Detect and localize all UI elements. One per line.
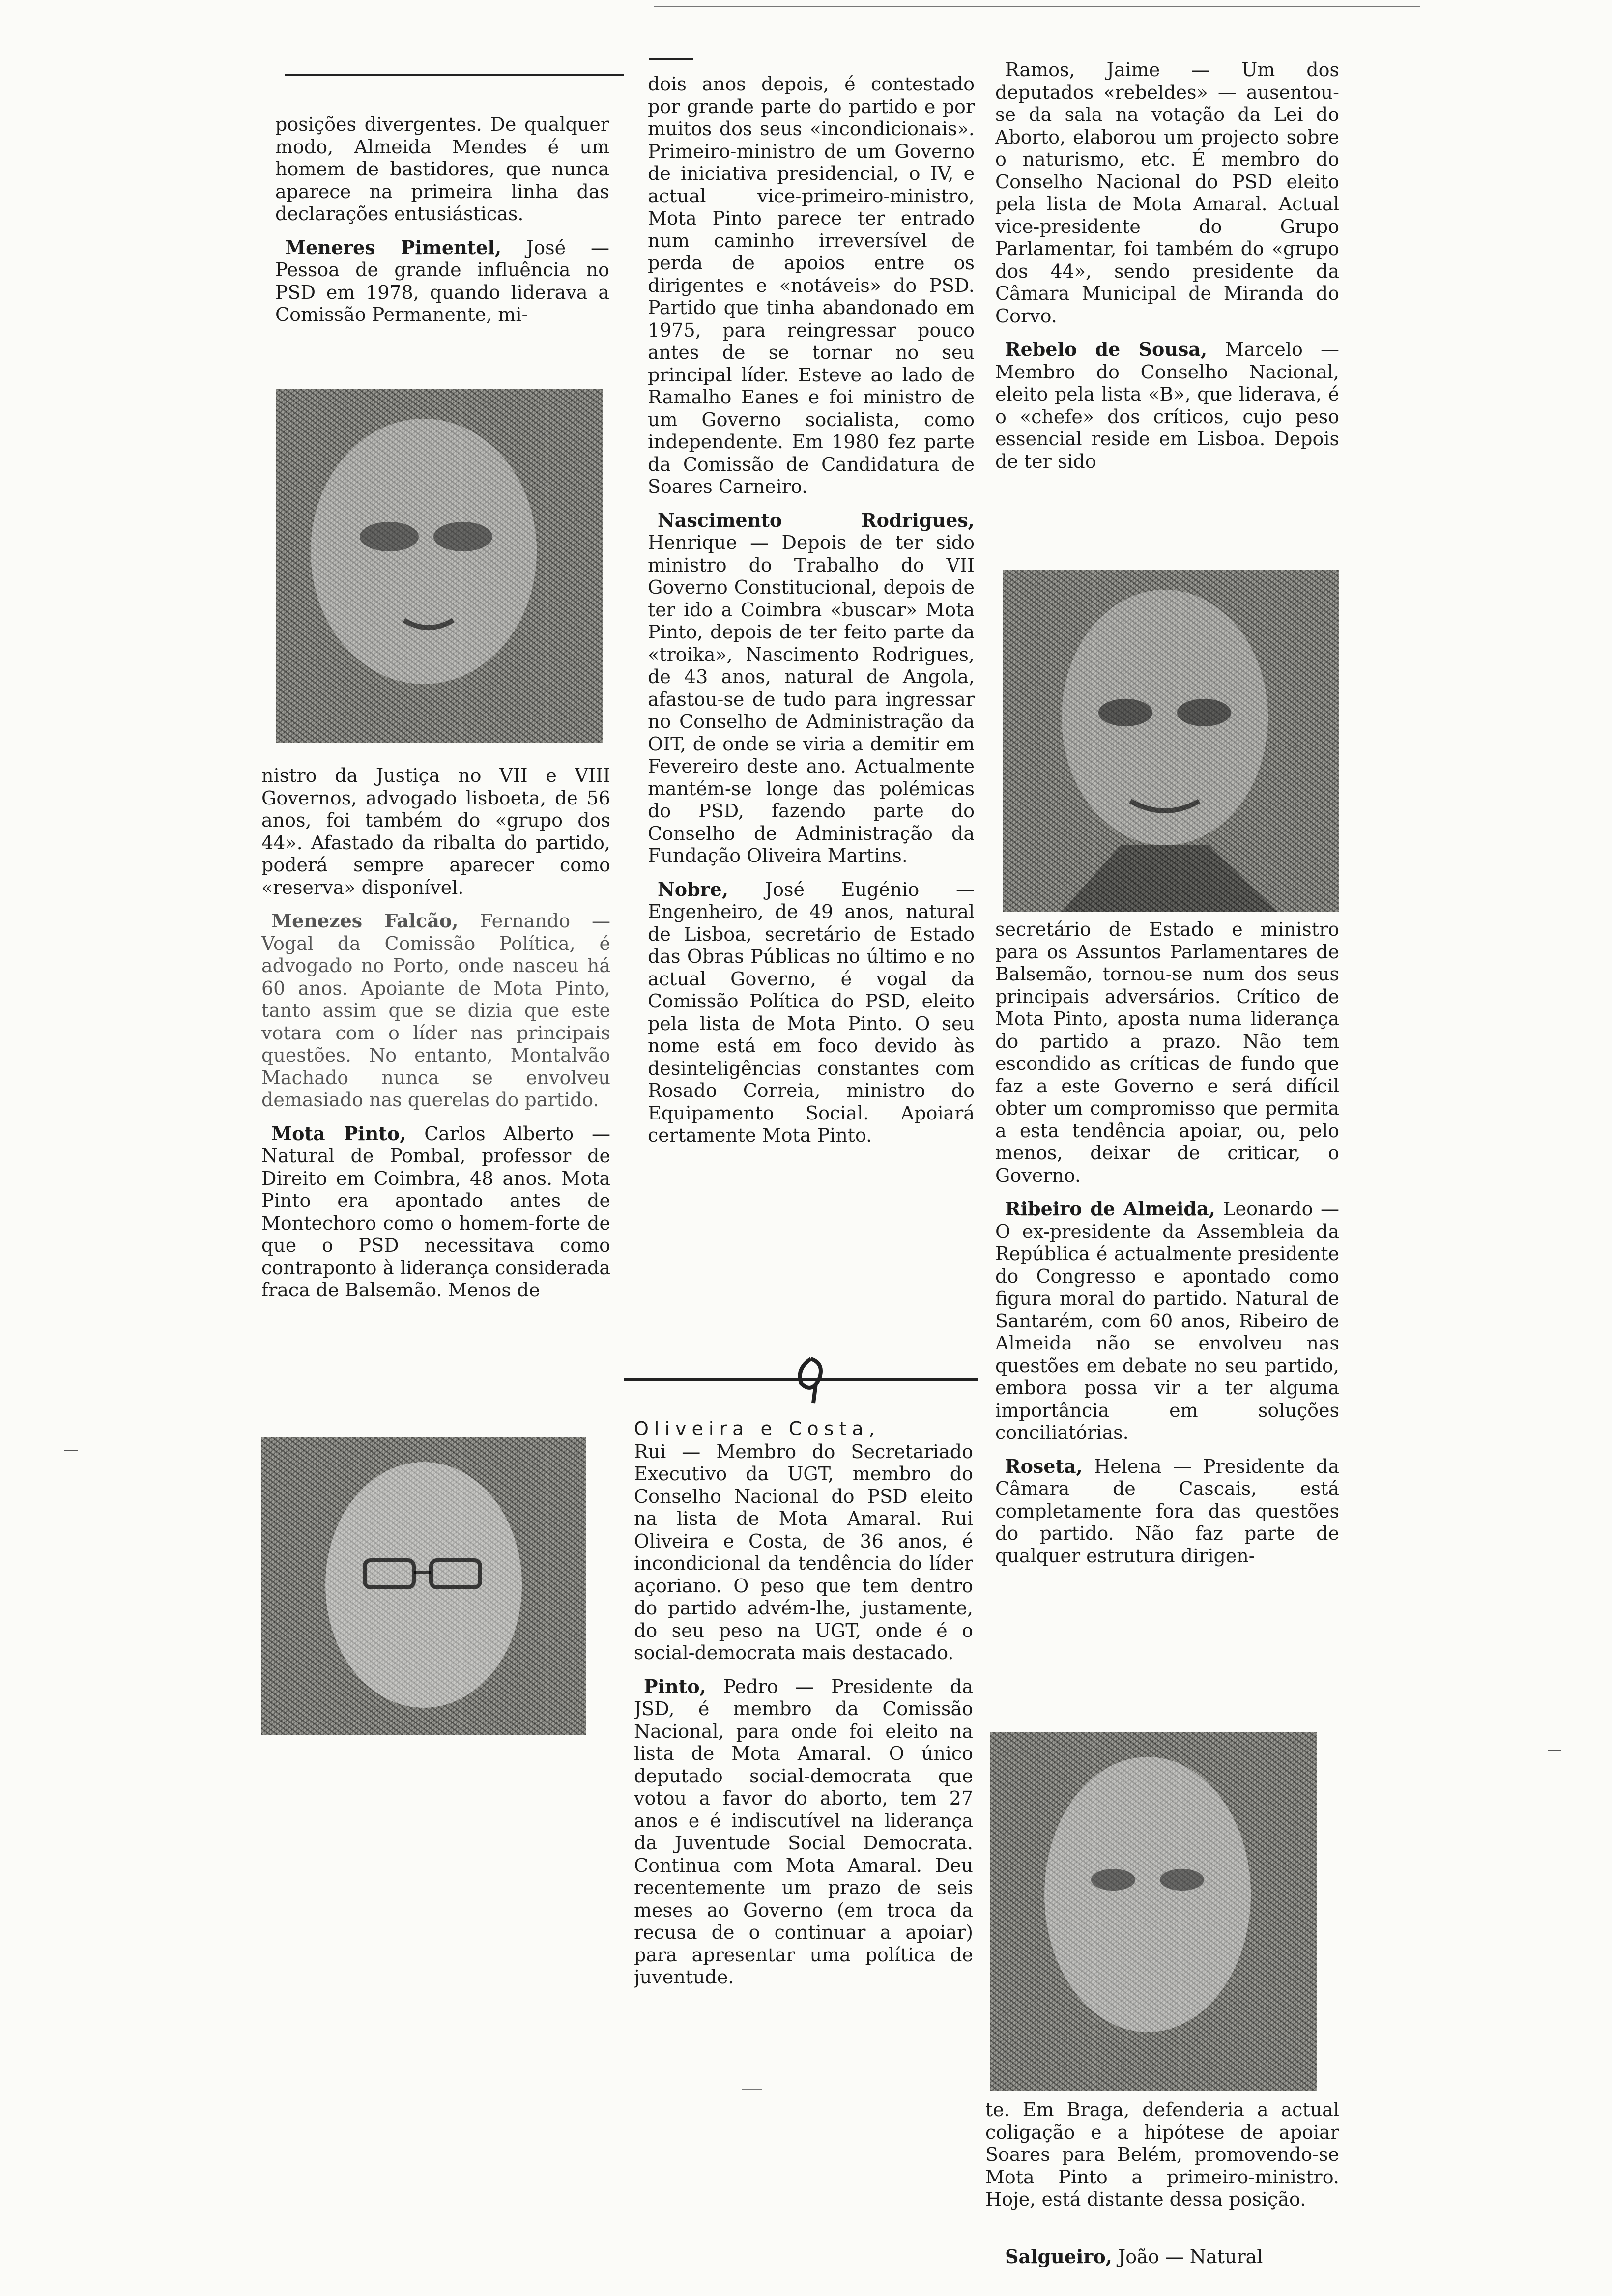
column-1-header-rule: [285, 74, 624, 76]
section-heading: [634, 1418, 973, 1440]
article-paragraph: [995, 1455, 1339, 1568]
portrait-silhouette: [990, 1732, 1317, 2091]
portrait-silhouette: [261, 1437, 586, 1735]
divider-ornament-icon: [791, 1354, 831, 1408]
scan-mark: [742, 2089, 762, 2090]
column-1-top: [275, 113, 609, 381]
entry-text: te. Em Braga, defenderia a actual coligação e a hipótese de apoiar Soares para Belém, promovendo-se Mota Pinto a primeiro-ministro. Hoje, está distante dessa posição.: [985, 2099, 1339, 2210]
portrait-photo-1: [276, 389, 603, 743]
article-paragraph: [648, 509, 975, 867]
entry-name: Menezes Falcão,: [271, 910, 459, 932]
column-3-top: [995, 59, 1339, 560]
entry-text: nistro da Justiça no VII e VIII Governos, advogado lisboeta, de 56 anos, foi também do «grupo dos 44». Afastado da ribalta do partido, poderá sempre aparecer como «reserva» disponível.: [261, 765, 610, 898]
column-1-mid: [261, 764, 610, 1428]
entry-name: Roseta,: [1005, 1455, 1083, 1477]
column-2-bottom: [634, 1418, 973, 2116]
article-paragraph: [995, 59, 1339, 327]
entry-text: Fernando — Vogal da Comissão Política, é advogado no Porto, onde nasceu há 60 anos. Apoiante de Mota Pinto, tanto assim que se dizia que este votara com o líder nas principais questões. No entanto, Montalvão Machado nunca se envolveu demasiado nas querelas do partido.: [261, 910, 610, 1111]
entry-text: Henrique — Depois de ter sido ministro do Trabalho do VII Governo Constitucional, depois de ter ido a Coimbra «buscar» Mota Pinto, depois de ter feito parte da «troika», Nascimento Rodrigues, de 43 anos, natural de Angola, afastou-se de tudo para ingressar no Conselho de Administração da OIT, de onde se viria a demitir em Fevereiro deste ano. Actualmente mantém-se longe das polémicas do PSD, fazendo parte do Conselho de Administração da Fundação Oliveira Martins.: [648, 532, 975, 866]
article-paragraph: [275, 236, 609, 326]
article-paragraph: [648, 73, 975, 498]
article-paragraph: [261, 1122, 610, 1302]
entry-text: secretário de Estado e ministro para os Assuntos Parlamentares de Balsemão, tornou-se num dos seus principais adversários. Crítico de Mota Pinto, aposta numa liderança do partido a prazo. Não tem escondido as críticas de fundo que faz a este Governo e será difícil obter um compromisso que permita a esta tendência apoiar, ou, pelo menos, deixar de criticar, o Governo.: [995, 918, 1339, 1186]
article-paragraph: [634, 1440, 973, 1665]
portrait-photo-4: [990, 1732, 1317, 2091]
entry-text: José Eugénio — Engenheiro, de 49 anos, natural de Lisboa, secretário de Estado das Obras Públicas no último e no actual Governo, é vogal da Comissão Política do PSD, eleito pela lista de Mota Pinto. O seu nome está em foco devido às desinteligências constantes com Rosado Correia, ministro do Equipamento Social. Apoiará certamente Mota Pinto.: [648, 878, 975, 1146]
portrait-silhouette: [276, 389, 603, 743]
article-paragraph: [995, 1198, 1339, 1444]
column-3-mid: [995, 918, 1339, 1724]
entry-text: Rui — Membro do Secretariado Executivo da UGT, membro do Conselho Nacional do PSD eleito na lista de Mota Amaral. Rui Oliveira e Costa, de 36 anos, é incondicional da tendência do líder açoriano. O peso que tem dentro do partido advém-lhe, justamente, do seu peso na UGT, onde é o social-democrata mais destacado.: [634, 1440, 973, 1664]
entry-text: Pedro — Presidente da JSD, é membro da Comissão Nacional, para onde foi eleito na lista de Mota Amaral. O único deputado social-democrata que votou a favor do aborto, tem 27 anos e é indiscutível na liderança da Juventude Social Democrata. Continua com Mota Amaral. Deu recentemente um prazo de seis meses ao Governo (em troca da recusa de o continuar a apoiar) para apresentar uma política de juventude.: [634, 1675, 973, 1988]
column-2: [648, 73, 975, 1328]
article-paragraph: [648, 878, 975, 1147]
article-paragraph: [634, 1675, 973, 1989]
entry-text: Jaime — Um dos deputados «rebeldes» — ausentou-se da sala na votação da Lei do Aborto, elaborou um projecto sobre o naturismo, etc. É membro do Conselho Nacional do PSD eleito pela lista de Mota Amaral. Actual vice-presidente do Grupo Parlamentar, foi também do «grupo dos 44», sendo presidente da Câmara Municipal de Miranda do Corvo.: [995, 59, 1339, 327]
portrait-photo-3: [1003, 570, 1339, 912]
entry-text: dois anos depois, é contestado por grande parte do partido e por muitos dos seus «incondicionais». Primeiro-ministro de um Governo de iniciativa presidencial, o IV, e actual vice-primeiro-ministro, Mota Pinto parece ter entrado num caminho irreversível de perda de apoios entre os dirigentes e «notáveis» do PSD. Partido que tinha abandonado em 1975, para reingressar pouco antes de se tornar no seu principal líder. Esteve ao lado de Ramalho Eanes e foi ministro de um Governo socialista, como independente. Em 1980 fez parte da Comissão de Candidatura de Soares Carneiro.: [648, 73, 975, 497]
entry-name: Ramos,: [1005, 59, 1075, 81]
top-rule: [654, 6, 1420, 7]
article-paragraph: [985, 2098, 1339, 2211]
article-paragraph: [261, 910, 610, 1112]
entry-text: Marcelo — Membro do Conselho Nacional, eleito pela lista «B», que liderava, é o «chefe» dos críticos, cujo peso essencial reside em Lisboa. Depois de ter sido: [995, 339, 1339, 472]
entry-text: João — Natural: [1118, 2245, 1263, 2267]
entry-text: José — Pessoa de grande influência no PSD em 1978, quando liderava a Comissão Permanente, mi-: [275, 236, 609, 325]
column-3-bottom: [985, 2098, 1339, 2290]
entry-text: Leonardo — O ex-presidente da Assembleia da República é actualmente presidente do Congresso e apontado como figura moral do partido. Natural de Santarém, com 60 anos, Ribeiro de Almeida não se envolveu nas questões em debate no seu partido, embora possa vir a ter alguma importância em soluções conciliatórias.: [995, 1198, 1339, 1443]
entry-text: Helena — Presidente da Câmara de Cascais, está completamente fora das questões do partido. Não faz parte de qualquer estrutura dirigen-: [995, 1455, 1339, 1567]
scan-mark: [64, 1450, 78, 1451]
entry-name: Mota Pinto,: [271, 1122, 406, 1145]
column-2-header-rule: [649, 58, 693, 60]
entry-text: Carlos Alberto — Natural de Pombal, professor de Direito em Coimbra, 48 anos. Mota Pinto era apontado antes de Montechoro como o homem-forte de que o PSD necessitava como contraponto à liderança considerada fraca de Balsemão. Menos de: [261, 1122, 610, 1301]
heading-text: Oliveira e Costa,: [634, 1418, 880, 1439]
article-paragraph: [261, 764, 610, 899]
entry-name: Pinto,: [644, 1675, 706, 1697]
article-paragraph: [995, 338, 1339, 473]
entry-name: Nascimento Rodrigues,: [658, 509, 975, 531]
entry-name: Nobre,: [658, 878, 729, 900]
portrait-silhouette: [1003, 570, 1339, 912]
article-paragraph: [995, 918, 1339, 1187]
scan-mark: [1548, 1750, 1561, 1751]
article-paragraph: [275, 113, 609, 226]
entry-name: Rebelo de Sousa,: [1005, 338, 1208, 360]
article-paragraph: [985, 2245, 1339, 2268]
portrait-photo-2: [261, 1437, 586, 1735]
entry-name: Ribeiro de Almeida,: [1005, 1198, 1215, 1220]
entry-name: Salgueiro,: [1005, 2245, 1112, 2267]
entry-name: Meneres Pimentel,: [285, 236, 502, 258]
entry-text: posições divergentes. De qualquer modo, Almeida Mendes é um homem de bastidores, que nunca aparece na primeira linha das declarações entusiásticas.: [275, 114, 609, 225]
